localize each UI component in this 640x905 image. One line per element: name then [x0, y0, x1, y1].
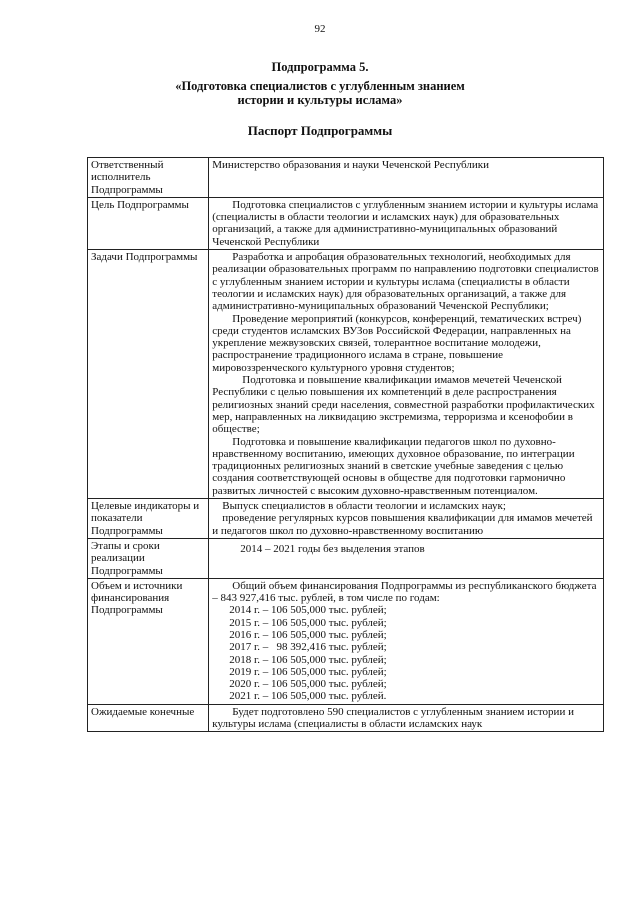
- table-row: [88, 538, 604, 578]
- row-label-financing: Объем и источники финансирования Подпрограммы: [88, 578, 209, 704]
- row-value-financing: [209, 578, 604, 704]
- subprogram-title-line-1: «Подготовка специалистов с углубленным знанием: [175, 79, 465, 93]
- task-item: Разработка и апробация образовательных технологий, необходимых для реализации образовательных программ по направлению подготовки специалистов с углубленным знанием истории и культуры ислама (специалисты в области теологии и исламских наук) для образовательных организаций, а также для административно-муниципальных образований Чеченской Республики;: [212, 251, 599, 313]
- subprogram-title-line-2: истории и культуры ислама»: [237, 93, 403, 107]
- row-label-indicators: Целевые индикаторы и показатели Подпрограммы: [88, 499, 209, 539]
- indicator-item: Выпуск специалистов в области теологии и исламских наук;: [222, 500, 506, 513]
- row-label-responsible: Ответственный исполнитель Подпрограммы: [88, 158, 209, 198]
- stages-text: 2014 – 2021 годы без выделения этапов: [240, 542, 425, 555]
- table-row: [88, 704, 604, 732]
- table-row: [88, 499, 604, 539]
- row-label-stages: Этапы и сроки реализации Подпрограммы: [88, 538, 209, 578]
- page-number: 92: [314, 23, 326, 35]
- financing-year: 2016 г. – 106 505,000 тыс. рублей;: [229, 628, 387, 641]
- passport-title: Паспорт Подпрограммы: [247, 123, 393, 138]
- row-value-tasks: [209, 250, 604, 499]
- row-label-tasks: Задачи Подпрограммы: [88, 250, 209, 499]
- financing-year: 2014 г. – 106 505,000 тыс. рублей;: [229, 604, 387, 617]
- row-label-expected: Ожидаемые конечные: [88, 704, 209, 732]
- expected-text: Будет подготовлено 590 специалистов с углубленным знанием истории и культуры ислама (специалисты в области исламских наук: [212, 705, 574, 731]
- subprogram-number: Подпрограмма 5.: [271, 60, 369, 74]
- row-value-indicators: [209, 499, 604, 539]
- row-value-stages: [209, 538, 604, 578]
- row-value-expected: [209, 704, 604, 732]
- row-label-goal: Цель Подпрограммы: [88, 197, 209, 249]
- passport-table: [87, 157, 604, 732]
- table-row: [88, 158, 604, 198]
- financing-year: 2021 г. – 106 505,000 тыс. рублей.: [229, 690, 387, 703]
- task-item: Подготовка и повышение квалификации педагогов школ по духовно-нравственному воспитанию, имеющих духовное образование, по интеграции традиционных религиозных знаний в светские учебные заведения с целью создания соответствующей основы в обществе для подготовки гармонично развитых личностей с высоким духовно-нравственным потенциалом.: [212, 435, 575, 497]
- financing-year: 2017 г. – 98 392,416 тыс. рублей;: [229, 641, 387, 654]
- task-item: Проведение мероприятий (конкурсов, конференций, тематических встреч) среди студентов исламских ВУЗов Российской Федерации, направленных на укрепление межвузовских связей, толерантное воспитание молодежи, распространение традиционного ислама в стране, повышение мировоззренческого культурного уровня студентов;: [212, 312, 582, 374]
- financing-year: 2019 г. – 106 505,000 тыс. рублей;: [229, 665, 387, 678]
- table-row: [88, 578, 604, 704]
- goal-text: Подготовка специалистов с углубленным знанием истории и культуры ислама (специалисты в области теологии и исламских наук) для образовательных организаций, а также для административно-муниципальных образований Чеченской Республики: [212, 198, 599, 248]
- financing-year: 2018 г. – 106 505,000 тыс. рублей;: [229, 653, 387, 666]
- table-row: [88, 197, 604, 249]
- table-row: [88, 250, 604, 499]
- row-value-responsible: Министерство образования и науки Чеченской Республики: [209, 158, 604, 198]
- task-item: Подготовка и повышение квалификации имамов мечетей Чеченской Республики с целью повышения их компетенций в деле распространения религиозных знаний среди населения, совместной разработки профилактических мер, направленных на ликвидацию экстремизма, терроризма и ксенофобии в обществе;: [212, 374, 595, 436]
- financing-year: 2015 г. – 106 505,000 тыс. рублей;: [229, 616, 387, 629]
- financing-intro: Общий объем финансирования Подпрограммы из республиканского бюджета – 843 927,416 тыс. рублей, в том числе по годам:: [212, 579, 597, 605]
- financing-year: 2020 г. – 106 505,000 тыс. рублей;: [229, 678, 387, 691]
- indicator-item: проведение регулярных курсов повышения квалификации для имамов мечетей и педагогов школ по духовно-нравственному воспитанию: [212, 512, 593, 537]
- row-value-goal: [209, 197, 604, 249]
